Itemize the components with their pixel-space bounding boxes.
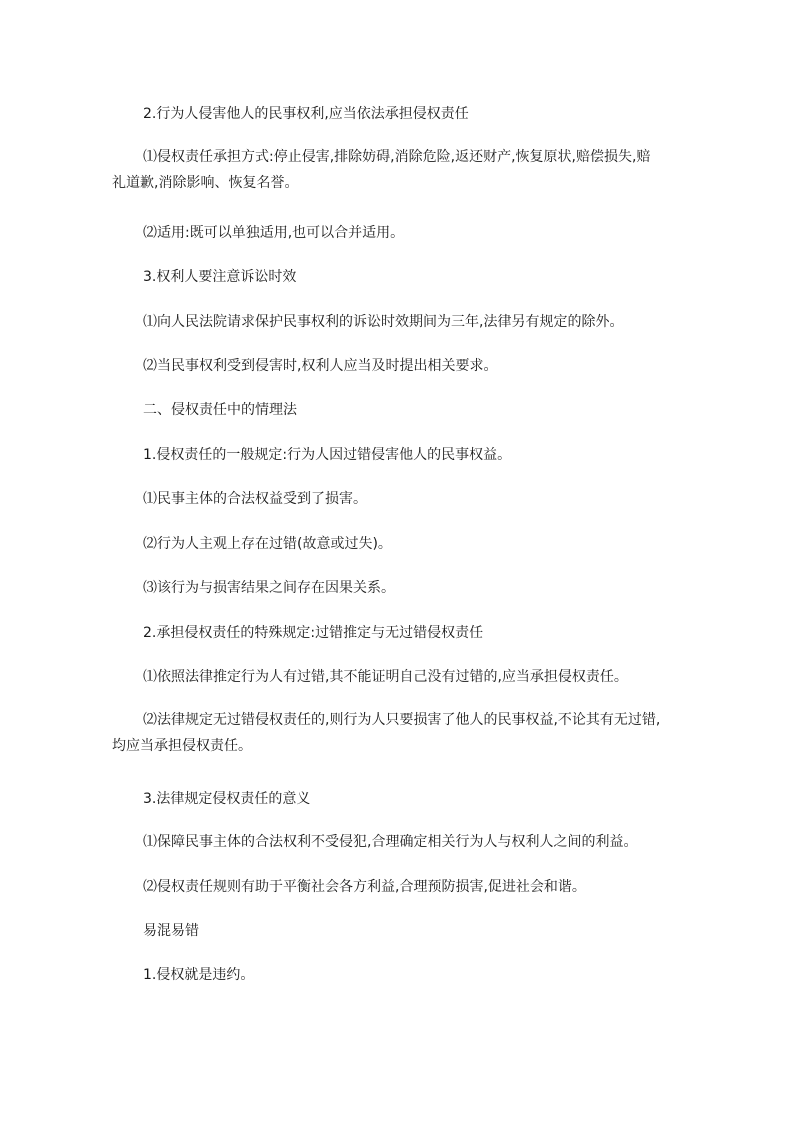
paragraph-causation: ⑶该行为与损害结果之间存在因果关系。 [143,580,395,596]
paragraph-no-fault-liability [112,707,672,759]
heading-2-tort-liability: 2.行为人侵害他人的民事权利,应当依法承担侵权责任 [143,106,469,122]
heading-3-significance: 3.法律规定侵权责任的意义 [143,791,311,807]
paragraph-damage: ⑴民事主体的合法权益受到了损害。 [143,491,367,507]
heading-1-general-rule: 1.侵权责任的一般规定:行为人因过错侵害他人的民事权益。 [143,447,512,463]
paragraph-liability-methods [112,144,672,196]
paragraph-limitation-period: ⑴向人民法院请求保护民事权利的诉讼时效期间为三年,法律另有规定的除外。 [143,314,624,330]
paragraph-line: ⑴侵权责任承担方式:停止侵害,排除妨碍,消除危险,返还财产,恢复原状,赔偿损失,赔 [143,149,651,165]
paragraph-fault: ⑵行为人主观上存在过错(故意或过失)。 [143,536,392,552]
paragraph-line: ⑵法律规定无过错侵权责任的,则行为人只要损害了他人的民事权益,不论其有无过错, [143,712,661,728]
paragraph-balance-interests: ⑵侵权责任规则有助于平衡社会各方利益,合理预防损害,促进社会和谐。 [143,879,586,895]
paragraph-protect-rights: ⑴保障民事主体的合法权利不受侵犯,合理确定相关行为人与权利人之间的利益。 [143,834,638,850]
section-heading-common-mistakes: 易混易错 [143,923,199,939]
paragraph-timely-claim: ⑵当民事权利受到侵害时,权利人应当及时提出相关要求。 [143,358,498,374]
paragraph-presumed-fault: ⑴依照法律推定行为人有过错,其不能证明自己没有过错的,应当承担侵权责任。 [143,669,628,685]
heading-3-statute-of-limitations: 3.权利人要注意诉讼时效 [143,269,297,285]
paragraph-line: 礼道歉,消除影响、恢复名誉。 [112,175,299,191]
paragraph-line: 均应当承担侵权责任。 [112,738,252,754]
heading-2-special-rules: 2.承担侵权责任的特殊规定:过错推定与无过错侵权责任 [143,625,484,641]
paragraph-application: ⑵适用:既可以单独适用,也可以合并适用。 [143,225,405,241]
mistake-item-1: 1.侵权就是违约。 [143,967,255,983]
section-heading-two: 二、侵权责任中的情理法 [143,402,297,418]
